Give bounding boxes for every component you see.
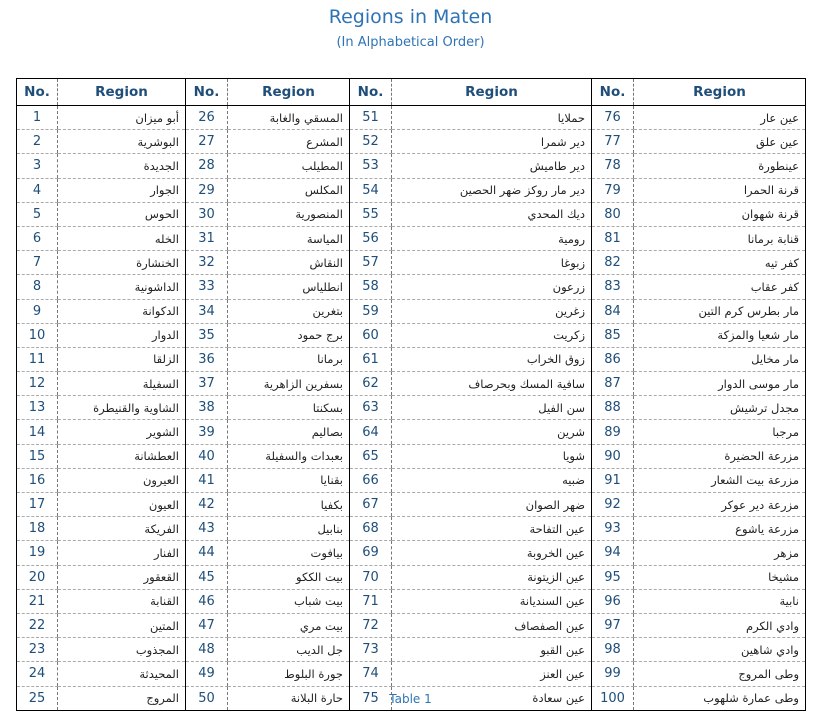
- number-cell: 99: [592, 662, 634, 686]
- region-cell: زغرين: [392, 299, 592, 323]
- region-cell: الخله: [58, 226, 186, 250]
- header-region-1: Region: [58, 79, 186, 106]
- number-cell: 86: [592, 347, 634, 371]
- region-cell: مزرعة بيت الشعار: [634, 468, 806, 492]
- number-cell: 73: [350, 638, 392, 662]
- region-cell: حملايا: [392, 106, 592, 130]
- region-cell: المتين: [58, 613, 186, 637]
- number-cell: 7: [17, 251, 58, 275]
- region-cell: برمانا: [228, 347, 350, 371]
- region-cell: زكريت: [392, 323, 592, 347]
- number-cell: 68: [350, 517, 392, 541]
- number-cell: 35: [186, 323, 228, 347]
- table-row: [17, 106, 806, 130]
- number-cell: 93: [592, 517, 634, 541]
- region-cell: الفنار: [58, 541, 186, 565]
- region-cell: بتغرين: [228, 299, 350, 323]
- number-cell: 39: [186, 420, 228, 444]
- region-cell: أبو ميزان: [58, 106, 186, 130]
- table-row: [17, 493, 806, 517]
- region-cell: عين الزيتونة: [392, 565, 592, 589]
- region-cell: القنابة: [58, 589, 186, 613]
- table-body: [17, 106, 806, 711]
- number-cell: 25: [28, 690, 46, 706]
- table-row: [17, 541, 806, 565]
- number-cell: 9: [17, 299, 58, 323]
- table-row: [17, 638, 806, 662]
- region-cell: سن الفيل: [392, 396, 592, 420]
- number-cell: 43: [186, 517, 228, 541]
- number-cell: 84: [592, 299, 634, 323]
- region-cell: بكفيا: [228, 493, 350, 517]
- number-cell: 52: [350, 130, 392, 154]
- number-cell: 92: [592, 493, 634, 517]
- region-cell: رومية: [392, 226, 592, 250]
- number-cell: 80: [592, 202, 634, 226]
- region-cell: مزرعة الحضيرة: [634, 444, 806, 468]
- number-cell: 14: [17, 420, 58, 444]
- region-cell: عينطورة: [634, 154, 806, 178]
- table-row: [17, 178, 806, 202]
- region-cell: مزهر: [634, 541, 806, 565]
- region-cell: مرجبا: [634, 420, 806, 444]
- number-cell: 19: [17, 541, 58, 565]
- number-cell: 57: [350, 251, 392, 275]
- table-row: [17, 662, 806, 686]
- region-cell: بصاليم: [228, 420, 350, 444]
- number-cell: 96: [592, 589, 634, 613]
- region-cell: زرعون: [392, 275, 592, 299]
- region-cell: عين العنز: [392, 662, 592, 686]
- number-cell: 41: [186, 468, 228, 492]
- number-cell: 8: [17, 275, 58, 299]
- region-cell: عين القبو: [392, 638, 592, 662]
- region-cell: دير مار روكز ضهر الحصين: [392, 178, 592, 202]
- number-cell: 61: [350, 347, 392, 371]
- number-cell: 10: [17, 323, 58, 347]
- number-cell: 87: [592, 372, 634, 396]
- region-cell: المطيلب: [228, 154, 350, 178]
- region-cell: المكلس: [228, 178, 350, 202]
- number-cell: 64: [350, 420, 392, 444]
- number-cell: 48: [186, 638, 228, 662]
- region-cell: الشوير: [58, 420, 186, 444]
- table-row: [17, 372, 806, 396]
- region-cell: الدكوانة: [58, 299, 186, 323]
- region-cell: كفر عقاب: [634, 275, 806, 299]
- number-cell: 5: [17, 202, 58, 226]
- region-cell: ضبيه: [392, 468, 592, 492]
- table-row: [17, 589, 806, 613]
- table-row: [17, 202, 806, 226]
- region-cell: عين الصفصاف: [392, 613, 592, 637]
- number-cell: 4: [17, 178, 58, 202]
- number-cell: 21: [17, 589, 58, 613]
- number-cell: 18: [17, 517, 58, 541]
- region-cell: قرنة الحمرا: [634, 178, 806, 202]
- region-cell: الداشونية: [58, 275, 186, 299]
- table-row: [17, 154, 806, 178]
- region-cell: الشاوية والقنيطرة: [58, 396, 186, 420]
- region-cell: بيافوت: [228, 541, 350, 565]
- region-cell: بيت مري: [228, 613, 350, 637]
- table-row: [17, 517, 806, 541]
- number-cell: 89: [592, 420, 634, 444]
- number-cell: 77: [592, 130, 634, 154]
- table-row: [17, 347, 806, 371]
- region-cell: مشيخا: [634, 565, 806, 589]
- page-title: Regions in Maten: [328, 6, 493, 28]
- number-cell: 12: [17, 372, 58, 396]
- region-cell: نابية: [634, 589, 806, 613]
- region-cell: قنابة برمانا: [634, 226, 806, 250]
- region-cell: المياسة: [228, 226, 350, 250]
- number-cell: 79: [592, 178, 634, 202]
- regions-table: [16, 78, 806, 711]
- number-cell: 91: [592, 468, 634, 492]
- region-cell: عين الخروبة: [392, 541, 592, 565]
- number-cell: 65: [350, 444, 392, 468]
- header-region-3: Region: [392, 79, 592, 106]
- region-cell: عين التفاحة: [392, 517, 592, 541]
- number-cell: 30: [186, 202, 228, 226]
- region-cell: ديك المحدي: [392, 202, 592, 226]
- number-cell: 66: [350, 468, 392, 492]
- number-cell: 13: [17, 396, 58, 420]
- region-cell: بيت شباب: [228, 589, 350, 613]
- number-cell: 62: [350, 372, 392, 396]
- number-cell: 53: [350, 154, 392, 178]
- number-cell: 11: [17, 347, 58, 371]
- region-cell: كفر تيه: [634, 251, 806, 275]
- region-cell: العيرون: [58, 468, 186, 492]
- number-cell: 58: [350, 275, 392, 299]
- number-cell: 16: [17, 468, 58, 492]
- number-cell: 26: [186, 106, 228, 130]
- region-cell: انطلياس: [228, 275, 350, 299]
- number-cell: 69: [350, 541, 392, 565]
- number-cell: 46: [186, 589, 228, 613]
- number-cell: 2: [17, 130, 58, 154]
- region-cell: دير طاميش: [392, 154, 592, 178]
- header-no-4: No.: [592, 79, 634, 106]
- region-cell: مجدل ترشيش: [634, 396, 806, 420]
- table-header-row: [17, 79, 806, 106]
- region-cell: المجذوب: [58, 638, 186, 662]
- number-cell: 40: [186, 444, 228, 468]
- table-row: [17, 130, 806, 154]
- number-cell: 70: [350, 565, 392, 589]
- region-cell: قرنة شهوان: [634, 202, 806, 226]
- number-cell: 59: [350, 299, 392, 323]
- region-cell: المحيدثة: [58, 662, 186, 686]
- region-cell: دير شمرا: [392, 130, 592, 154]
- header-region-2: Region: [228, 79, 350, 106]
- number-cell: 49: [186, 662, 228, 686]
- header-region-4: Region: [634, 79, 806, 106]
- region-cell: وطى عمارة شلهوب: [634, 686, 806, 710]
- number-cell: 36: [186, 347, 228, 371]
- region-cell: الخنشارة: [58, 251, 186, 275]
- region-cell: حارة البلانة: [228, 686, 350, 710]
- region-cell: مار موسى الدوار: [634, 372, 806, 396]
- region-cell: مار شعيا والمزكة: [634, 323, 806, 347]
- region-cell: زبوغا: [392, 251, 592, 275]
- table-row: [17, 420, 806, 444]
- region-cell: بيت الككو: [228, 565, 350, 589]
- number-cell: 63: [350, 396, 392, 420]
- region-cell: عين علق: [634, 130, 806, 154]
- number-cell: 38: [186, 396, 228, 420]
- number-cell: 6: [17, 226, 58, 250]
- region-cell: المشرع: [228, 130, 350, 154]
- region-cell: الجوار: [58, 178, 186, 202]
- region-cell: ضهر الصوان: [392, 493, 592, 517]
- region-cell: النقاش: [228, 251, 350, 275]
- number-cell: 20: [17, 565, 58, 589]
- number-cell: 81: [592, 226, 634, 250]
- region-cell: برج حمود: [228, 323, 350, 347]
- number-cell: 83: [592, 275, 634, 299]
- number-cell: 33: [186, 275, 228, 299]
- number-cell: 100: [592, 686, 634, 710]
- table-row: [17, 323, 806, 347]
- number-cell: 23: [17, 638, 58, 662]
- region-cell: الدوار: [58, 323, 186, 347]
- number-cell: 44: [186, 541, 228, 565]
- header-no-3: No.: [350, 79, 392, 106]
- number-cell: 54: [350, 178, 392, 202]
- number-cell: 76: [592, 106, 634, 130]
- table-row: [17, 299, 806, 323]
- number-cell: 95: [592, 565, 634, 589]
- number-cell: 74: [350, 662, 392, 686]
- number-cell: 50: [186, 686, 228, 710]
- number-cell: 75: [350, 686, 392, 710]
- region-cell: شويا: [392, 444, 592, 468]
- region-cell: مزرعة ياشوع: [634, 517, 806, 541]
- region-cell: مار مخايل: [634, 347, 806, 371]
- region-cell: جورة البلوط: [228, 662, 350, 686]
- number-cell: 15: [17, 444, 58, 468]
- number-cell: 45: [186, 565, 228, 589]
- table-row: [17, 444, 806, 468]
- number-cell: 67: [350, 493, 392, 517]
- region-cell: الفريكة: [58, 517, 186, 541]
- page-subtitle: (In Alphabetical Order): [336, 35, 485, 50]
- region-cell: بسكنتا: [228, 396, 350, 420]
- table-caption: Table 1: [389, 692, 432, 706]
- region-cell: عين عار: [634, 106, 806, 130]
- region-cell: المسقي والغابة: [228, 106, 350, 130]
- region-cell: وادي الكرم: [634, 613, 806, 637]
- number-cell: 56: [350, 226, 392, 250]
- region-cell: مار بطرس كرم التين: [634, 299, 806, 323]
- number-cell: 32: [186, 251, 228, 275]
- number-cell: 88: [592, 396, 634, 420]
- region-cell: بنابيل: [228, 517, 350, 541]
- table-row: [17, 396, 806, 420]
- region-cell: الجديدة: [58, 154, 186, 178]
- region-cell: العيون: [58, 493, 186, 517]
- region-cell: وطى المروج: [634, 662, 806, 686]
- table-row: [17, 251, 806, 275]
- number-cell: 34: [186, 299, 228, 323]
- number-cell: 42: [186, 493, 228, 517]
- region-cell: الزلقا: [58, 347, 186, 371]
- region-cell: سافية المسك وبحرصاف: [392, 372, 592, 396]
- region-cell: شرين: [392, 420, 592, 444]
- number-cell: 90: [592, 444, 634, 468]
- header-no-2: No.: [186, 79, 228, 106]
- number-cell: 28: [186, 154, 228, 178]
- region-cell: القعقور: [58, 565, 186, 589]
- number-cell: 29: [186, 178, 228, 202]
- region-cell: المروج: [58, 686, 186, 710]
- number-cell: 27: [186, 130, 228, 154]
- region-cell: العطشانة: [58, 444, 186, 468]
- region-cell: جل الديب: [228, 638, 350, 662]
- number-cell: 24: [17, 662, 58, 686]
- region-cell: وادي شاهين: [634, 638, 806, 662]
- region-cell: عين سعادة: [392, 686, 592, 710]
- table-row: [17, 275, 806, 299]
- number-cell: 78: [592, 154, 634, 178]
- number-cell: 97: [592, 613, 634, 637]
- region-cell: بقنايا: [228, 468, 350, 492]
- number-cell: 82: [592, 251, 634, 275]
- number-cell: 47: [186, 613, 228, 637]
- number-cell: 22: [17, 613, 58, 637]
- number-cell: 17: [17, 493, 58, 517]
- region-cell: بسفرين الزاهرية: [228, 372, 350, 396]
- region-cell: مزرعة دير عوكر: [634, 493, 806, 517]
- region-cell: السفيلة: [58, 372, 186, 396]
- number-cell: 3: [17, 154, 58, 178]
- table-row: [17, 226, 806, 250]
- region-cell: البوشرية: [58, 130, 186, 154]
- number-cell: 1: [17, 106, 58, 130]
- number-cell: 51: [350, 106, 392, 130]
- table-row: [17, 468, 806, 492]
- region-cell: زوق الخراب: [392, 347, 592, 371]
- number-cell: 55: [350, 202, 392, 226]
- number-cell: 85: [592, 323, 634, 347]
- number-cell: 71: [350, 589, 392, 613]
- table-row: [17, 613, 806, 637]
- number-cell: 37: [186, 372, 228, 396]
- header-no-1: No.: [17, 79, 58, 106]
- number-cell: 94: [592, 541, 634, 565]
- region-cell: المنصورية: [228, 202, 350, 226]
- number-cell: 72: [350, 613, 392, 637]
- region-cell: الحوس: [58, 202, 186, 226]
- region-cell: عين السنديانة: [392, 589, 592, 613]
- table-row: [17, 565, 806, 589]
- number-cell: 60: [350, 323, 392, 347]
- number-cell: 31: [186, 226, 228, 250]
- number-cell: 98: [592, 638, 634, 662]
- region-cell: بعبدات والسفيلة: [228, 444, 350, 468]
